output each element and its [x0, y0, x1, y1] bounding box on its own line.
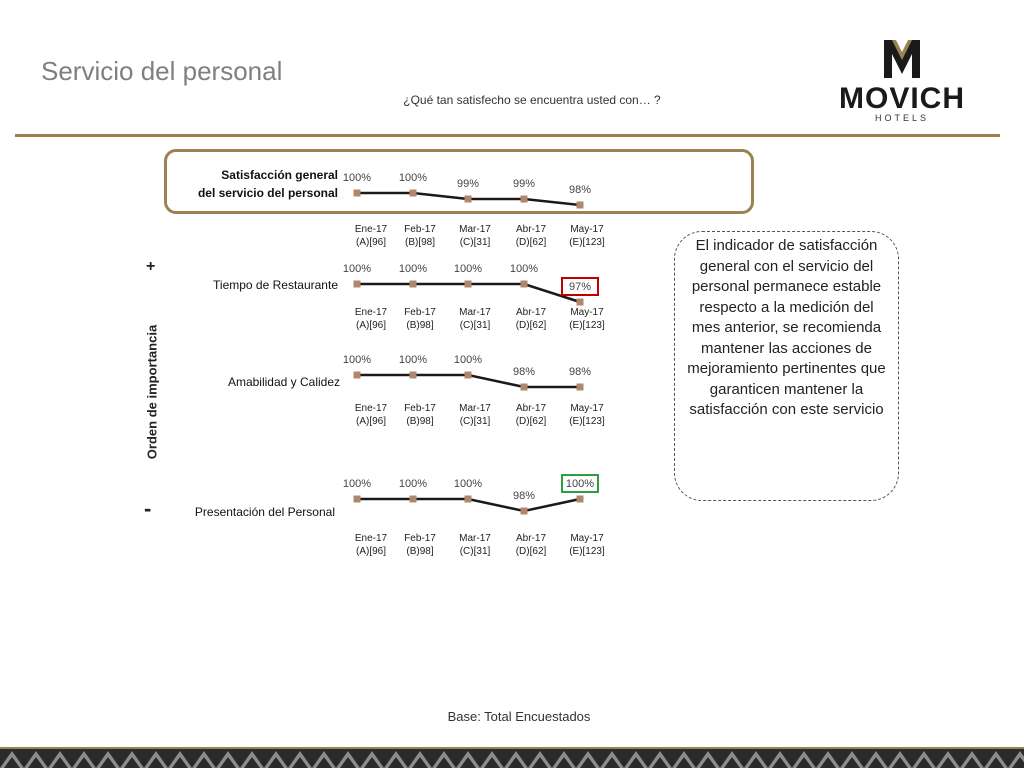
data-point	[521, 384, 528, 391]
row-label-presentation: Presentación del Personal	[194, 505, 335, 519]
logo-subtitle: HOTELS	[874, 113, 929, 123]
data-point	[354, 372, 361, 379]
x-tick-label: (D)[62]	[515, 546, 547, 557]
data-point	[354, 281, 361, 288]
x-tick-label: Mar-17	[459, 307, 491, 318]
x-tick-label: (A)[96]	[355, 320, 387, 331]
data-point	[521, 508, 528, 515]
data-label: 100%	[342, 172, 372, 184]
x-tick-label: (D)[62]	[515, 237, 547, 248]
data-label: 99%	[512, 178, 536, 190]
importance-low-sign: -	[144, 496, 152, 521]
x-tick-label: (D)[62]	[515, 320, 547, 331]
x-tick-label: May-17	[570, 533, 604, 544]
data-point	[410, 372, 417, 379]
x-tick-label: (E)[123]	[569, 546, 605, 557]
data-point	[465, 281, 472, 288]
x-tick-label: Ene-17	[354, 403, 388, 414]
data-point	[577, 384, 584, 391]
data-point	[354, 496, 361, 503]
data-label: 100%	[398, 172, 428, 184]
x-tick-label: Mar-17	[459, 533, 491, 544]
row-label-kindness: Amabilidad y Calidez	[227, 375, 340, 389]
data-label: 98%	[512, 366, 536, 378]
data-label: 100%	[453, 354, 483, 366]
data-label: 98%	[512, 490, 536, 502]
x-tick-label: Abr-17	[515, 224, 547, 235]
x-tick-label: (A)[96]	[355, 546, 387, 557]
x-tick-label: Ene-17	[354, 533, 388, 544]
logo-wordmark: MOVICH	[839, 82, 965, 115]
x-tick-label: Feb-17	[404, 224, 436, 235]
page-title: Servicio del personal	[41, 56, 283, 86]
data-label: 100%	[342, 478, 372, 490]
x-tick-label: (E)[123]	[569, 320, 605, 331]
x-tick-label: (C)[31]	[459, 237, 491, 248]
x-tick-label: (E)[123]	[569, 416, 605, 427]
x-tick-label: (A)[96]	[355, 237, 387, 248]
data-label: 100%	[398, 354, 428, 366]
x-tick-label: (C)[31]	[459, 546, 491, 557]
data-label: 98%	[568, 366, 592, 378]
insight-callout: El indicador de satisfacción general con el servicio del personal permanece estable respecto a la medición del mes anterior, se recomienda mantener las acciones de mejoramiento pertinentes que garanticen mantener la satisfacción con este servicio	[674, 231, 899, 501]
data-label: 100%	[342, 354, 372, 366]
data-point	[521, 281, 528, 288]
x-tick-label: Feb-17	[404, 533, 436, 544]
data-label: 100%	[565, 478, 595, 490]
data-point	[577, 299, 584, 306]
x-tick-label: Ene-17	[354, 224, 388, 235]
x-tick-label: (B)[98]	[404, 237, 436, 248]
data-point	[577, 496, 584, 503]
x-tick-label: Mar-17	[459, 403, 491, 414]
data-point	[410, 496, 417, 503]
x-tick-label: May-17	[570, 307, 604, 318]
data-point	[354, 190, 361, 197]
importance-axis-label: Orden de importancia	[144, 324, 160, 460]
data-point	[577, 202, 584, 209]
x-tick-label: Abr-17	[515, 533, 547, 544]
decorative-footer-pattern	[0, 747, 1024, 768]
data-point	[465, 496, 472, 503]
x-tick-label: Feb-17	[404, 307, 436, 318]
data-point	[521, 196, 528, 203]
data-point	[410, 281, 417, 288]
data-point	[465, 372, 472, 379]
data-label: 100%	[398, 478, 428, 490]
x-tick-label: (E)[123]	[569, 237, 605, 248]
importance-high-sign: +	[146, 258, 156, 275]
data-label: 99%	[456, 178, 480, 190]
row-label-line: del servicio del personal	[197, 186, 338, 200]
data-label: 100%	[398, 263, 428, 275]
data-label: 100%	[342, 263, 372, 275]
data-point	[410, 190, 417, 197]
x-tick-label: (C)[31]	[459, 416, 491, 427]
row-label-line: Satisfacción general	[221, 168, 338, 182]
data-label: 100%	[453, 478, 483, 490]
x-tick-label: (B)98]	[406, 320, 434, 331]
x-tick-label: Abr-17	[515, 403, 547, 414]
x-tick-label: Feb-17	[404, 403, 436, 414]
x-tick-label: (B)98]	[406, 416, 434, 427]
x-tick-label: May-17	[570, 403, 604, 414]
data-label: 97%	[568, 281, 592, 293]
row-label-restaurant-time: Tiempo de Restaurante	[213, 278, 338, 292]
x-tick-label: (A)[96]	[355, 416, 387, 427]
base-note: Base: Total Encuestados	[447, 709, 591, 724]
x-tick-label: (C)[31]	[459, 320, 491, 331]
x-tick-label: Ene-17	[354, 307, 388, 318]
data-label: 100%	[509, 263, 539, 275]
x-tick-label: (B)98]	[406, 546, 434, 557]
x-tick-label: May-17	[570, 224, 604, 235]
survey-question: ¿Qué tan satisfecho se encuentra usted con… ?	[403, 93, 661, 107]
x-tick-label: Mar-17	[459, 224, 491, 235]
data-label: 100%	[453, 263, 483, 275]
x-tick-label: Abr-17	[515, 307, 547, 318]
data-label: 98%	[568, 184, 592, 196]
x-tick-label: (D)[62]	[515, 416, 547, 427]
data-point	[465, 196, 472, 203]
